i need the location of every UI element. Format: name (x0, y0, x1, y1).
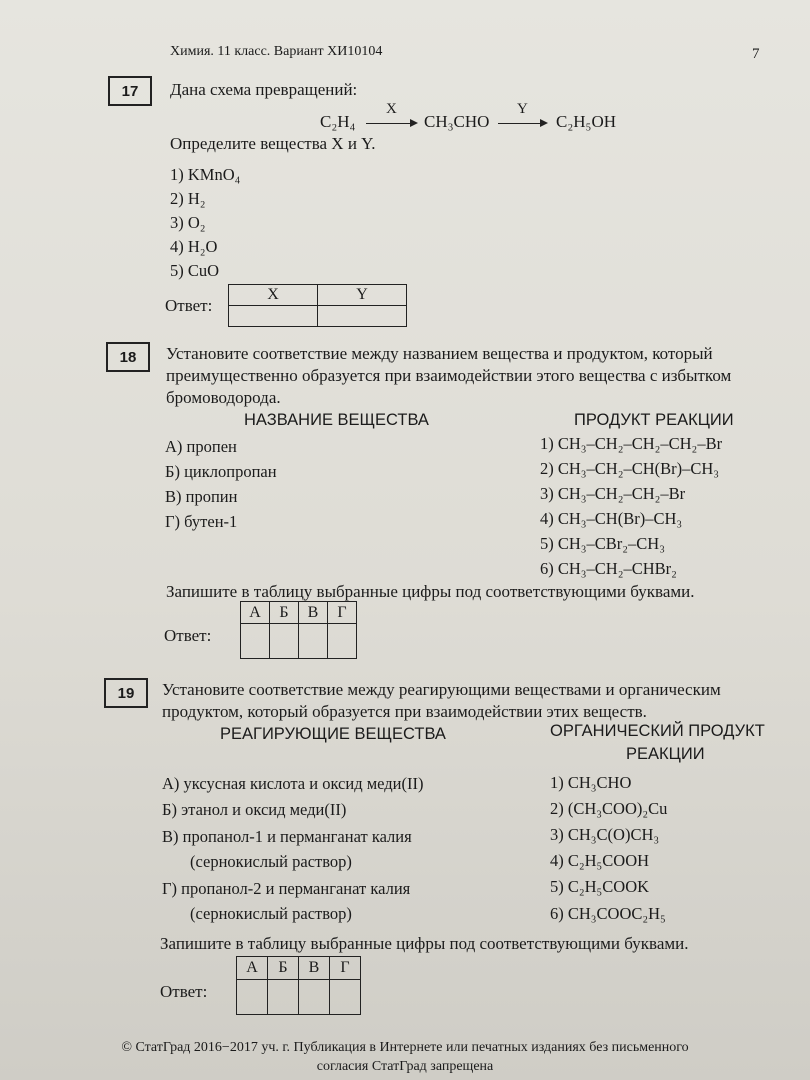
q19-text-line-1: Установите соответствие между реагирующими веществами и органическим (162, 680, 721, 699)
q19-answer-cell-b[interactable] (268, 980, 299, 1015)
q18-left-item-a: А) пропен (165, 437, 237, 456)
q19-answer-cell-g[interactable] (330, 980, 361, 1015)
q19-left-item-g: Г) пропанол-2 и перманганат калия (162, 879, 411, 898)
q17-answer-table (228, 284, 407, 327)
q18-left-item-g: Г) бутен-1 (165, 512, 238, 531)
q19-left-item-v: В) пропанол-1 и перманганат калия (162, 827, 412, 846)
q19-right-item-2: 2) (CH₃COO)₂Cu (550, 799, 668, 818)
q18-right-item-1: 1) CH₃–CH₂–CH₂–CH₂–Br (540, 434, 723, 453)
q19-right-item-4: 4) C₂H₅COOH (550, 851, 650, 870)
q19-header-b: Б (268, 957, 299, 980)
q19-answer-label: Ответ: (160, 982, 208, 1001)
q19-left-item-v-cont: (сернокислый раствор) (190, 852, 352, 871)
page-number: 7 (752, 46, 760, 62)
q19-left-item-g-cont: (сернокислый раствор) (190, 904, 352, 923)
footer-copyright-line-2: согласия СтатГрад запрещена (316, 1059, 494, 1074)
q18-instruction: Запишите в таблицу выбранные цифры под соответствующими буквами. (166, 582, 695, 601)
q18-answer-cell-v[interactable] (299, 624, 328, 659)
q19-answer-table (236, 956, 361, 1015)
q18-right-item-2: 2) CH₃–CH₂–CH(Br)–CH₃ (540, 459, 720, 478)
q19-left-header: РЕАГИРУЮЩИЕ ВЕЩЕСТВА (220, 725, 446, 743)
q17-option-4: 4) H₂O (170, 237, 218, 256)
q17-option-1: 1) KMnO₄ (170, 165, 241, 184)
q17-header-x: X (229, 285, 318, 306)
q17-intro: Дана схема превращений: (170, 80, 358, 99)
page-header: Химия. 11 класс. Вариант ХИ10104 (170, 44, 383, 59)
q18-text-line-3: бромоводорода. (166, 388, 281, 407)
footer-copyright-line-1: © СтатГрад 2016−2017 уч. г. Публикация в Интернете или печатных изданиях без письменного (121, 1040, 689, 1055)
question-number-19: 19 (104, 678, 148, 708)
q19-text-line-2: продуктом, который образуется при взаимодействии этих веществ. (162, 702, 647, 721)
q17-answer-cell-y[interactable] (318, 306, 407, 327)
scheme-middle: CH₃CHO (424, 112, 490, 131)
scheme-start: C₂H₄ (320, 112, 356, 131)
q19-answer-cell-v[interactable] (299, 980, 330, 1015)
q18-right-header: ПРОДУКТ РЕАКЦИИ (574, 411, 734, 429)
q18-header-a: А (241, 602, 270, 624)
question-number-17: 17 (108, 76, 152, 106)
q18-left-header: НАЗВАНИЕ ВЕЩЕСТВА (244, 411, 429, 429)
scheme-y: Y (517, 101, 528, 117)
q18-left-item-v: В) пропин (165, 487, 238, 506)
q18-header-b: Б (270, 602, 299, 624)
question-number-18: 18 (106, 342, 150, 372)
q19-right-item-3: 3) CH₃C(O)CH₃ (550, 825, 660, 844)
q19-instruction: Запишите в таблицу выбранные цифры под соответствующими буквами. (160, 934, 689, 953)
q18-right-item-6: 6) CH₃–CH₂–CHBr₂ (540, 559, 677, 578)
q18-text-line-2: преимущественно образуется при взаимодействии этого вещества с избытком (166, 366, 732, 385)
q19-right-item-1: 1) CH₃CHO (550, 773, 632, 792)
q17-answer-cell-x[interactable] (229, 306, 318, 327)
q19-right-item-5: 5) C₂H₅COOK (550, 877, 650, 896)
q18-answer-cell-a[interactable] (241, 624, 270, 659)
q19-left-item-b: Б) этанол и оксид меди(II) (162, 800, 347, 819)
q19-left-item-a: А) уксусная кислота и оксид меди(II) (162, 774, 424, 793)
q18-answer-label: Ответ: (164, 626, 212, 645)
q18-answer-table (240, 601, 357, 659)
q18-text-line-1: Установите соответствие между названием вещества и продуктом, который (166, 344, 713, 363)
q17-answer-label: Ответ: (165, 296, 213, 315)
scheme-end: C₂H₅OH (556, 112, 617, 131)
scheme-arrow-2 (498, 123, 546, 124)
q17-option-3: 3) O₂ (170, 213, 206, 232)
q17-question: Определите вещества X и Y. (170, 134, 376, 153)
q19-header-v: В (299, 957, 330, 980)
q18-right-item-4: 4) CH₃–CH(Br)–CH₃ (540, 509, 683, 528)
q19-header-a: А (237, 957, 268, 980)
q17-option-2: 2) H₂ (170, 189, 206, 208)
q18-header-g: Г (328, 602, 357, 624)
q19-right-header-2: РЕАКЦИИ (626, 745, 705, 763)
scheme-x: X (386, 101, 397, 117)
scheme-arrow-1 (366, 123, 416, 124)
q18-right-item-5: 5) CH₃–CBr₂–CH₃ (540, 534, 665, 553)
q18-right-item-3: 3) CH₃–CH₂–CH₂–Br (540, 484, 686, 503)
q18-left-item-b: Б) циклопропан (165, 462, 277, 481)
q19-answer-cell-a[interactable] (237, 980, 268, 1015)
q18-answer-cell-g[interactable] (328, 624, 357, 659)
q19-right-header-1: ОРГАНИЧЕСКИЙ ПРОДУКТ (550, 722, 765, 740)
q17-option-5: 5) CuO (170, 261, 220, 280)
q18-answer-cell-b[interactable] (270, 624, 299, 659)
q17-header-y: Y (318, 285, 407, 306)
q18-header-v: В (299, 602, 328, 624)
q19-header-g: Г (330, 957, 361, 980)
q19-right-item-6: 6) CH₃COOC₂H₅ (550, 904, 666, 923)
